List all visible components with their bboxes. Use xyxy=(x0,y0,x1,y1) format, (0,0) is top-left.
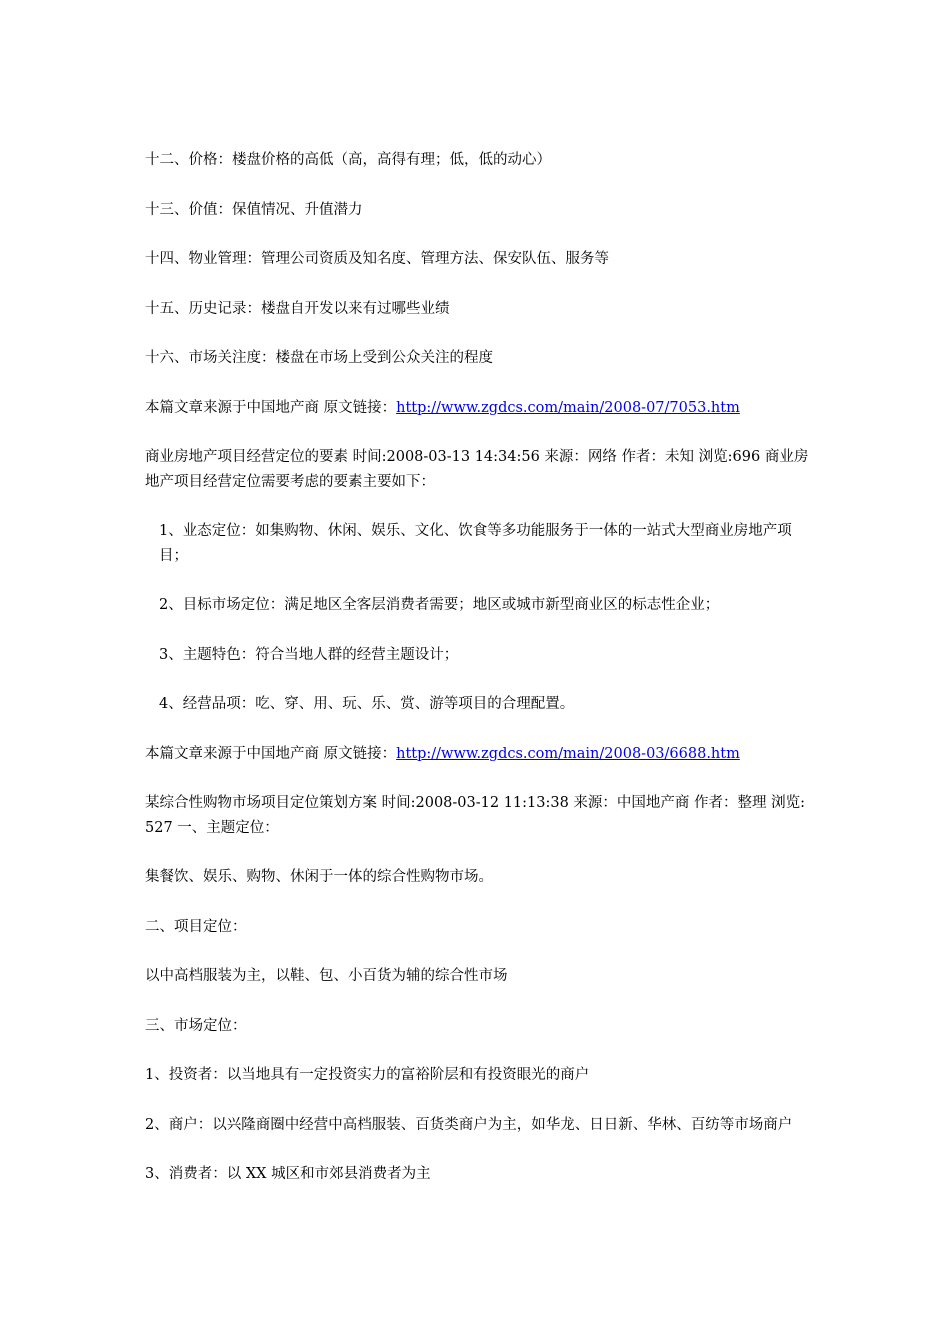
article2-item-2: 2、目标市场定位：满足地区全客层消费者需要；地区或城市新型商业区的标志性企业； xyxy=(159,597,720,613)
article3-header: 某综合性购物市场项目定位策划方案 时间:2008-03-12 11:13:38 来源：中国地产商 作者：整理 浏览:527 一、主题定位： xyxy=(145,795,806,836)
article3-para-6: 2、商户：以兴隆商圈中经营中高档服装、百货类商户为主，如华龙、日日新、华林、百纺等市场商户 xyxy=(145,1116,793,1133)
item-property-management: 十四、物业管理：管理公司资质及知名度、管理方法、保安队伍、服务等 xyxy=(145,251,609,267)
item-history: 十五、历史记录：楼盘自开发以来有过哪些业绩 xyxy=(145,300,450,317)
source-link-1[interactable]: http://www.zgdcs.com/main/2008-07/7053.htm xyxy=(396,399,740,416)
article3-para-4: 三、市场定位： xyxy=(145,1017,247,1034)
article3-para-2: 二、项目定位： xyxy=(145,918,247,935)
source-line-2 xyxy=(145,742,810,767)
item-value: 十三、价值：保值情况、升值潜力 xyxy=(145,201,363,218)
article3-para-1: 集餐饮、娱乐、购物、休闲于一体的综合性购物市场。 xyxy=(145,869,493,885)
document-body xyxy=(145,148,810,1212)
article2-item-1: 1、业态定位：如集购物、休闲、娱乐、文化、饮食等多功能服务于一体的一站式大型商业房地产项目； xyxy=(159,523,792,564)
article3-para-3: 以中高档服装为主，以鞋、包、小百货为辅的综合性市场 xyxy=(145,968,508,984)
source-line-1 xyxy=(145,396,810,421)
item-market-attention: 十六、市场关注度：楼盘在市场上受到公众关注的程度 xyxy=(145,350,493,366)
article2-header: 商业房地产项目经营定位的要素 时间:2008-03-13 14:34:56 来源：网络 作者：未知 浏览:696 商业房地产项目经营定位需要考虑的要素主要如下： xyxy=(145,449,809,490)
article3-para-5: 1、投资者：以当地具有一定投资实力的富裕阶层和有投资眼光的商户 xyxy=(145,1067,590,1083)
article2-item-4: 4、经营品项：吃、穿、用、玩、乐、赏、游等项目的合理配置。 xyxy=(159,696,575,712)
article2-item-3: 3、主题特色：符合当地人群的经营主题设计； xyxy=(159,646,459,663)
source-link-2[interactable]: http://www.zgdcs.com/main/2008-03/6688.htm xyxy=(396,745,740,762)
item-price: 十二、价格：楼盘价格的高低（高，高得有理；低，低的动心） xyxy=(145,152,551,168)
article3-para-7: 3、消费者：以 XX 城区和市郊县消费者为主 xyxy=(145,1166,431,1182)
source-prefix-2: 本篇文章来源于中国地产商 原文链接： xyxy=(145,745,397,762)
source-prefix-1: 本篇文章来源于中国地产商 原文链接： xyxy=(145,399,397,416)
